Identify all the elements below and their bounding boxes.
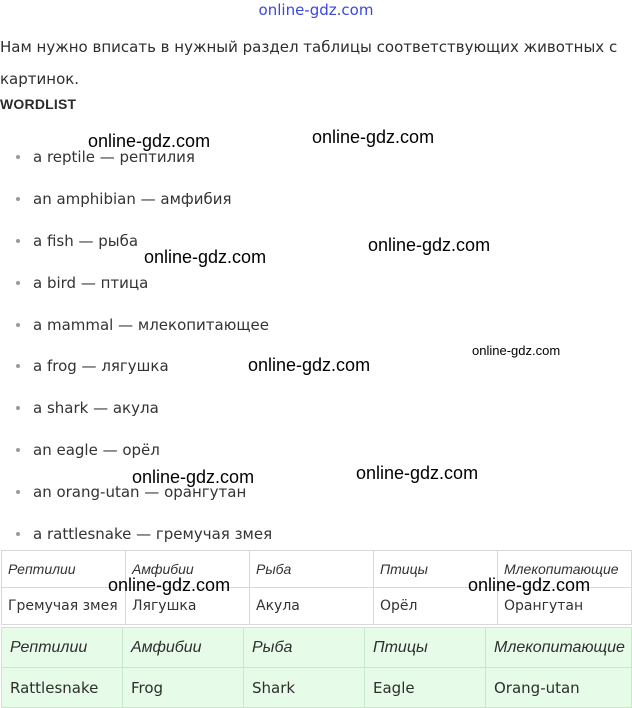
- bullet-icon: [16, 406, 20, 410]
- bullet-icon: [16, 448, 20, 452]
- list-item: an amphibian — амфибия: [0, 188, 272, 230]
- table-cell: Гремучая змея: [2, 588, 126, 625]
- watermark: online-gdz.com: [248, 355, 371, 375]
- bullet-icon: [16, 197, 20, 201]
- table-cell: Shark: [244, 668, 365, 708]
- table-cell: Орёл: [374, 588, 498, 625]
- table-cell: Акула: [250, 588, 374, 625]
- watermark: online-gdz.com: [144, 247, 267, 267]
- bullet-icon: [16, 281, 20, 285]
- header-cell: Рептилии: [2, 628, 123, 668]
- watermark: online-gdz.com: [368, 235, 491, 255]
- header-cell: Птицы: [374, 551, 498, 588]
- list-item: a fish — рыба: [0, 230, 272, 272]
- list-item: an orang-utan — орангутан: [0, 481, 272, 523]
- bullet-icon: [16, 364, 20, 368]
- list-item: a frog — лягушка: [0, 355, 272, 397]
- table-cell: Orang-utan: [486, 668, 632, 708]
- word-list: [0, 146, 272, 565]
- watermark: online-gdz.com: [88, 131, 211, 151]
- header-cell: Млекопитающие: [486, 628, 632, 668]
- wordlist-title: WORDLIST: [0, 96, 77, 112]
- watermark: online-gdz.com: [108, 575, 231, 595]
- top-watermark: online-gdz.com: [258, 1, 374, 19]
- watermark: online-gdz.com: [312, 127, 435, 147]
- table-english: [1, 627, 632, 708]
- watermark: online-gdz.com: [132, 467, 255, 487]
- table-cell: Лягушка: [126, 588, 250, 625]
- list-item: a mammal — млекопитающее: [0, 314, 272, 356]
- watermark: online-gdz.com: [468, 575, 591, 595]
- list-item: a bird — птица: [0, 272, 272, 314]
- list-item: a rattlesnake — гремучая змея: [0, 523, 272, 565]
- header-cell: Рыба: [244, 628, 365, 668]
- bullet-icon: [16, 323, 20, 327]
- bullet-icon: [16, 490, 20, 494]
- list-item: a reptile — рептилия: [0, 146, 272, 188]
- list-item: a shark — акула: [0, 397, 272, 439]
- watermark: online-gdz.com: [356, 463, 479, 483]
- bullet-icon: [16, 532, 20, 536]
- header-cell: Рептилии: [2, 551, 126, 588]
- header-cell: Птицы: [365, 628, 486, 668]
- table-cell: Eagle: [365, 668, 486, 708]
- bullet-icon: [16, 155, 20, 159]
- header-cell: Рыба: [250, 551, 374, 588]
- header-cell: Млекопитающие: [498, 551, 632, 588]
- intro-text: Нам нужно вписать в нужный раздел таблицы соответствующих животных с картинок.: [0, 38, 618, 88]
- header-cell: Амфибии: [123, 628, 244, 668]
- table-header-row: [2, 628, 632, 668]
- watermark: online-gdz.com: [472, 343, 561, 358]
- bullet-icon: [16, 239, 20, 243]
- header-cell: Амфибии: [126, 551, 250, 588]
- list-item: an eagle — орёл: [0, 439, 272, 481]
- table-row: [2, 668, 632, 708]
- table-cell: Орангутан: [498, 588, 632, 625]
- table-cell: Frog: [123, 668, 244, 708]
- table-cell: Rattlesnake: [2, 668, 123, 708]
